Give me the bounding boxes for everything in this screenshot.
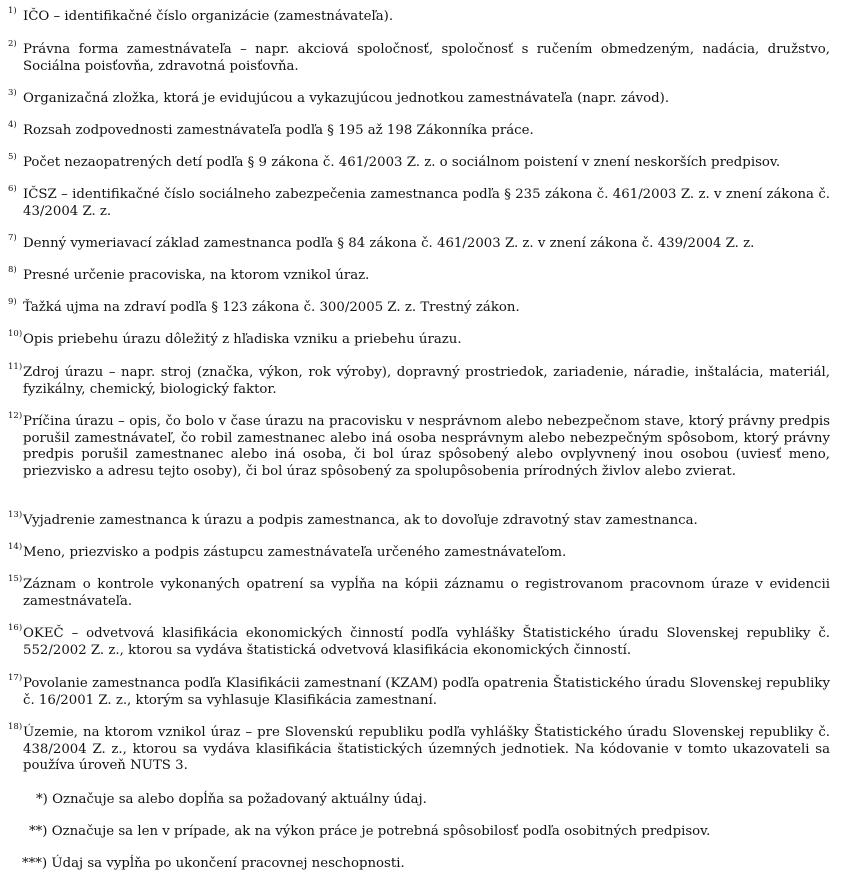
footnote-12 [8, 411, 830, 480]
footnote-17 [8, 673, 830, 709]
footnote-text: Povolanie zamestnanca podľa Klasifikácii zamestnaní (KZAM) podľa opatrenia Štatistického úradu Slovenskej republiky č. 16/2001 Z. z., ktorým sa vyhlasuje Klasifikácia zamestnaní. [23, 676, 830, 708]
footnote-4 [8, 120, 830, 140]
footnote-18 [8, 722, 830, 775]
asterisk-note-1: *) Označuje sa alebo dopĺňa sa požadovaný aktuálny údaj. [36, 792, 427, 807]
footnote-number: 10) [8, 329, 23, 339]
footnote-number: 7) [8, 233, 17, 243]
footnote-text: Opis priebehu úrazu dôležitý z hľadiska vzniku a priebehu úrazu. [23, 332, 462, 347]
asterisk-note-2: **) Označuje sa len v prípade, ak na výkon práce je potrebná spôsobilosť podľa osobitných predpisov. [29, 824, 711, 839]
footnote-number: 17) [8, 673, 23, 683]
asterisk-note-3: ***) Údaj sa vypĺňa po ukončení pracovnej neschopnosti. [22, 856, 405, 871]
footnote-10 [8, 329, 830, 349]
footnote-text: Počet nezaopatrených detí podľa § 9 zákona č. 461/2003 Z. z. o sociálnom poistení v znení neskorších predpisov. [23, 155, 781, 170]
footnote-16 [8, 623, 830, 659]
footnote-text: OKEČ – odvetvová klasifikácia ekonomických činností podľa vyhlášky Štatistického úradu Slovenskej republiky č. 552/2002 Z. z., ktorou sa vydáva štatistická odvetvová klasifikácia ekonomických činností. [23, 626, 830, 658]
footnote-text: Záznam o kontrole vykonaných opatrení sa vypĺňa na kópii záznamu o registrovanom pracovnom úraze v evidencii zamestnávateľa. [23, 577, 830, 609]
footnote-8 [8, 265, 830, 285]
footnote-text: Zdroj úrazu – napr. stroj (značka, výkon, rok výroby), dopravný prostriedok, zariadenie, náradie, inštalácia, materiál, fyzikálny, chemický, biologický faktor. [23, 365, 830, 397]
footnote-number: 14) [8, 542, 23, 552]
footnote-text: Ťažká ujma na zdraví podľa § 123 zákona č. 300/2005 Z. z. Trestný zákon. [23, 300, 520, 315]
footnote-14 [8, 542, 830, 562]
footnote-6 [8, 184, 830, 220]
footnote-15 [8, 574, 830, 610]
footnote-7 [8, 233, 830, 253]
footnote-number: 6) [8, 184, 17, 194]
footnote-number: 1) [8, 6, 17, 16]
footnote-2 [8, 39, 830, 75]
footnote-number: 18) [8, 722, 23, 732]
footnote-number: 15) [8, 574, 23, 584]
footnote-number: 2) [8, 39, 17, 49]
footnote-text: IČO – identifikačné číslo organizácie (zamestnávateľa). [23, 9, 394, 24]
footnote-text: Príčina úrazu – opis, čo bolo v čase úrazu na pracovisku v nesprávnom alebo nebezpečnom stave, ktorý právny predpis porušil zamestnávateľ, čo robil zamestnanec alebo iná osoba nesprávnym alebo nebezpečným spôsobom, ktorý právny predpis porušil zamestnanec alebo iná osoba, či bol úraz spôsobený alebo ovplyvnený inou osobou (uviesť meno, priezvisko a adresu tejto osoby), či bol úraz spôsobený za spolupôsobenia prírodných živlov alebo zvierat. [23, 414, 830, 479]
footnote-text: Vyjadrenie zamestnanca k úrazu a podpis zamestnanca, ak to dovoľuje zdravotný stav zamestnanca. [23, 513, 698, 528]
footnote-text: Právna forma zamestnávateľa – napr. akciová spoločnosť, spoločnosť s ručením obmedzeným, nadácia, družstvo, Sociálna poisťovňa, zdravotná poisťovňa. [23, 42, 830, 74]
footnote-text: Presné určenie pracoviska, na ktorom vznikol úraz. [23, 268, 370, 283]
footnote-5 [8, 152, 830, 172]
footnote-text: Územie, na ktorom vznikol úraz – pre Slovenskú republiku podľa vyhlášky Štatistického úradu Slovenskej republiky č. 438/2004 Z. z., ktorou sa vydáva klasifikácia štatistických územných jednotiek. Na kódovanie v tomto ukazovateli sa používa úroveň NUTS 3. [23, 725, 830, 774]
footnote-text: Denný vymeriavací základ zamestnanca podľa § 84 zákona č. 461/2003 Z. z. v znení zákona č. 439/2004 Z. z. [23, 236, 755, 251]
footnote-number: 13) [8, 510, 23, 520]
footnote-11 [8, 362, 830, 398]
footnote-number: 3) [8, 88, 17, 98]
footnote-number: 12) [8, 411, 23, 421]
footnote-number: 8) [8, 265, 17, 275]
footnote-number: 11) [8, 362, 23, 372]
footnote-number: 4) [8, 120, 17, 130]
footnote-number: 9) [8, 297, 17, 307]
footnote-number: 5) [8, 152, 17, 162]
footnote-text: Organizačná zložka, ktorá je evidujúcou a vykazujúcou jednotkou zamestnávateľa (napr. závod). [23, 91, 670, 106]
footnote-text: IČSZ – identifikačné číslo sociálneho zabezpečenia zamestnanca podľa § 235 zákona č. 461/2003 Z. z. v znení zákona č. 43/2004 Z. z. [23, 187, 830, 219]
footnote-text: Rozsah zodpovednosti zamestnávateľa podľa § 195 až 198 Zákonníka práce. [23, 123, 534, 138]
footnote-1 [8, 6, 830, 26]
footnote-13 [8, 510, 830, 530]
footnote-number: 16) [8, 623, 23, 633]
footnote-9 [8, 297, 830, 317]
footnote-3 [8, 88, 830, 108]
footnote-text: Meno, priezvisko a podpis zástupcu zamestnávateľa určeného zamestnávateľom. [23, 545, 567, 560]
